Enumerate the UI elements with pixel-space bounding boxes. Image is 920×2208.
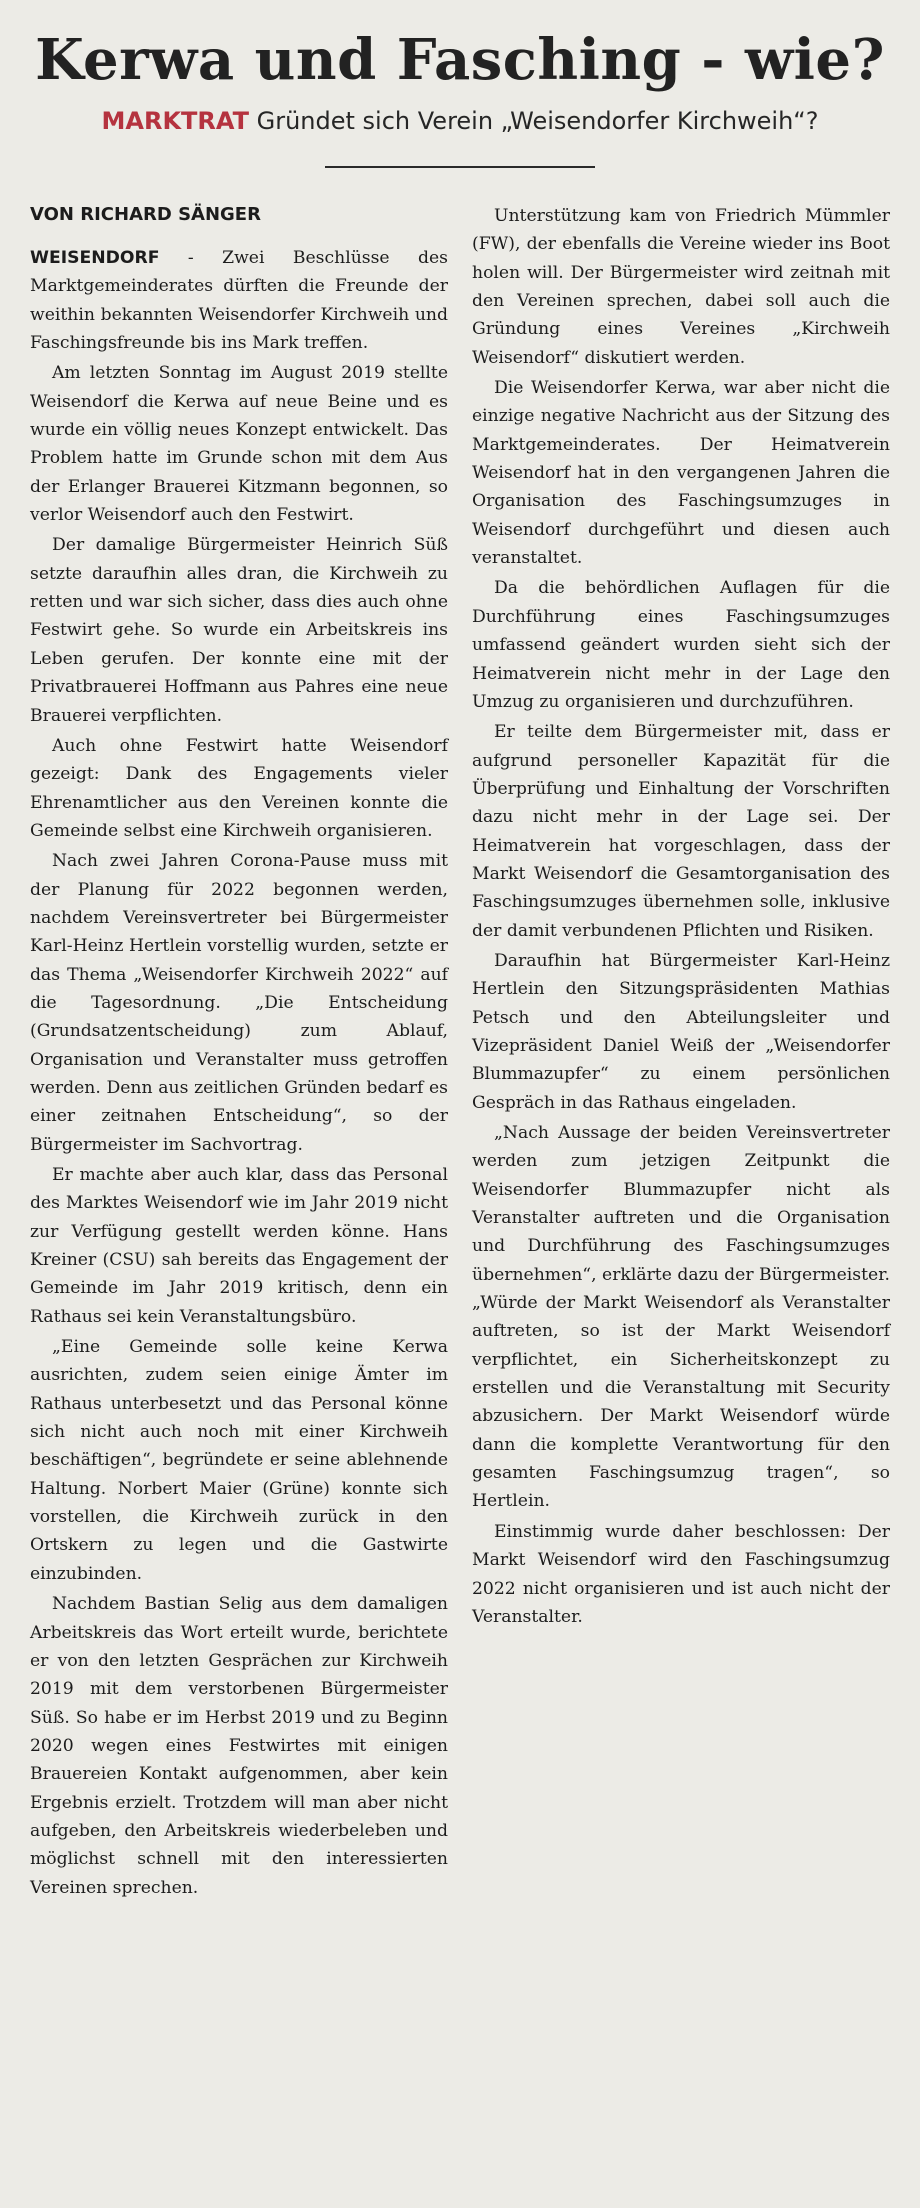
paragraph-2: Am letzten Sonntag im August 2019 stellte Weisendorf die Kerwa auf neue Beine und es wurde ein völlig neues Konzept entwickelt. Das Problem hatte im Grunde schon mit dem Aus der Erlanger Brauerei Kitzmann begonnen, so verlor Weisendorf auch den Festwirt. <box>30 363 448 526</box>
paragraph-11: Da die behördlichen Auflagen für die Durchführung eines Faschingsumzuges umfassend geändert wurden sieht sich der Heimatverein nicht mehr in der Lage den Umzug zu organisieren und durchzuführen. <box>472 578 890 712</box>
paragraph-3: Der damalige Bürgermeister Heinrich Süß setzte daraufhin alles dran, die Kirchweih zu retten und war sich sicher, dass dies auch ohne Festwirt gehe. So wurde ein Arbeitskreis ins Leben gerufen. Der konnte eine mit der Privatbrauerei Hoffmann aus Pahres eine neue Brauerei verpflichten. <box>30 535 448 726</box>
paragraph-9: Unterstützung kam von Friedrich Mümmler (FW), der ebenfalls die Vereine wieder ins Boot holen will. Der Bürgermeister wird zeitnah mit den Vereinen sprechen, dabei soll auch die Gründung eines Vereines „Kirchweih Weisendorf“ diskutiert werden. <box>472 206 890 368</box>
column-left <box>30 202 448 1904</box>
paragraph-12: Er teilte dem Bürgermeister mit, dass er aufgrund personeller Kapazität für die Überprüfung und Einhaltung der Vorschriften dazu nicht mehr in der Lage sei. Der Heimatverein hat vorgeschlagen, dass der Markt Weisendorf die Gesamtorganisation des Faschingsumzuges übernehmen solle, inklusive der damit verbundenen Pflichten und Risiken. <box>472 722 890 941</box>
paragraph-14: „Nach Aussage der beiden Vereinsvertreter werden zum jetzigen Zeitpunkt die Weisendorfer Blummazupfer nicht als Veranstalter auftreten und die Organisation und Durchführung des Faschingsumzuges übernehmen“, erklärte dazu der Bürgermeister. „Würde der Markt Weisendorf als Veranstalter auftreten, so ist der Markt Weisendorf verpflichtet, ein Sicherheitskonzept zu erstellen und die Veranstaltung mit Security abzusichern. Der Markt Weisendorf würde dann die komplette Verantwortung für den gesamten Faschingsumzug tragen“, so Hertlein. <box>472 1123 890 1512</box>
subheadline-line <box>30 104 890 138</box>
divider <box>325 166 595 168</box>
paragraph-13: Daraufhin hat Bürgermeister Karl-Heinz Hertlein den Sitzungspräsidenten Mathias Petsch und den Abteilungsleiter und Vizepräsident Daniel Weiß der „Weisendorfer Blummazupfer“ zu einem persönlichen Gespräch in das Rathaus eingeladen. <box>472 950 890 1113</box>
paragraph-7: „Eine Gemeinde solle keine Kerwa ausrichten, zudem seien einige Ämter im Rathaus unterbesetzt und das Personal könne sich nicht auch noch mit einer Kirchweih beschäftigen“, begründete er seine ablehnende Haltung. Norbert Maier (Grüne) konnte sich vorstellen, die Kirchweih zurück in den Ortskern zu legen und die Gastwirte einzubinden. <box>30 1337 448 1584</box>
paragraph-1 <box>30 244 448 357</box>
column-right <box>472 202 890 1904</box>
headline: Kerwa und Fasching - wie? <box>35 27 885 93</box>
subheadline: Gründet sich Verein „Weisendorfer Kirchweih“? <box>256 107 819 135</box>
kicker: MARKTRAT <box>101 107 249 135</box>
article-body <box>30 202 890 1904</box>
paragraph-5: Nach zwei Jahren Corona-Pause muss mit der Planung für 2022 begonnen werden, nachdem Vereinsvertreter bei Bürgermeister Karl-Heinz Hertlein vorstellig wurden, setzte er das Thema „Weisendorfer Kirchweih 2022“ auf die Tagesordnung. „Die Entscheidung (Grundsatzentscheidung) zum Ablauf, Organisation und Veranstalter muss getroffen werden. Denn aus zeitlichen Gründen bedarf es einer zeitnahen Entscheidung“, so der Bürgermeister im Sachvortrag. <box>30 851 448 1155</box>
paragraph-4: Auch ohne Festwirt hatte Weisendorf gezeigt: Dank des Engagements vieler Ehrenamtlicher aus den Vereinen konnte die Gemeinde selbst eine Kirchweih organisieren. <box>30 735 448 841</box>
byline: VON RICHARD SÄNGER <box>30 204 261 225</box>
dateline: WEISENDORF <box>30 248 160 268</box>
paragraph-6: Er machte aber auch klar, dass das Personal des Marktes Weisendorf wie im Jahr 2019 nicht zur Verfügung gestellt werden könne. Hans Kreiner (CSU) sah bereits das Engagement der Gemeinde im Jahr 2019 kritisch, denn ein Rathaus sei kein Veranstaltungsbüro. <box>30 1165 448 1327</box>
paragraph-8: Nachdem Bastian Selig aus dem damaligen Arbeitskreis das Wort erteilt wurde, berichtete er von den letzten Gesprächen zur Kirchweih 2019 mit dem verstorbenen Bürgermeister Süß. So habe er im Herbst 2019 und zu Beginn 2020 wegen eines Festwirtes mit einigen Brauereien Kontakt aufgenommen, aber kein Ergebnis erzielt. Trotzdem will man aber nicht aufgeben, den Arbeitskreis wiederbeleben und möglichst schnell mit den interessierten Vereinen sprechen. <box>30 1594 448 1898</box>
paragraph-10: Die Weisendorfer Kerwa, war aber nicht die einzige negative Nachricht aus der Sitzung des Marktgemeinderates. Der Heimatverein Weisendorf hat in den vergangenen Jahren die Organisation des Faschingsumzuges in Weisendorf durchgeführt und diesen auch veranstaltet. <box>472 378 890 569</box>
paragraph-1-text: - Zwei Beschlüsse des Marktgemeinderates dürften die Freunde der weithin bekannten Weisendorfer Kirchweih und Faschingsfreunde bis ins Mark treffen. <box>30 248 448 354</box>
paragraph-15: Einstimmig wurde daher beschlossen: Der Markt Weisendorf wird den Faschingsumzug 2022 nicht organisieren und ist auch nicht der Veranstalter. <box>472 1521 890 1627</box>
